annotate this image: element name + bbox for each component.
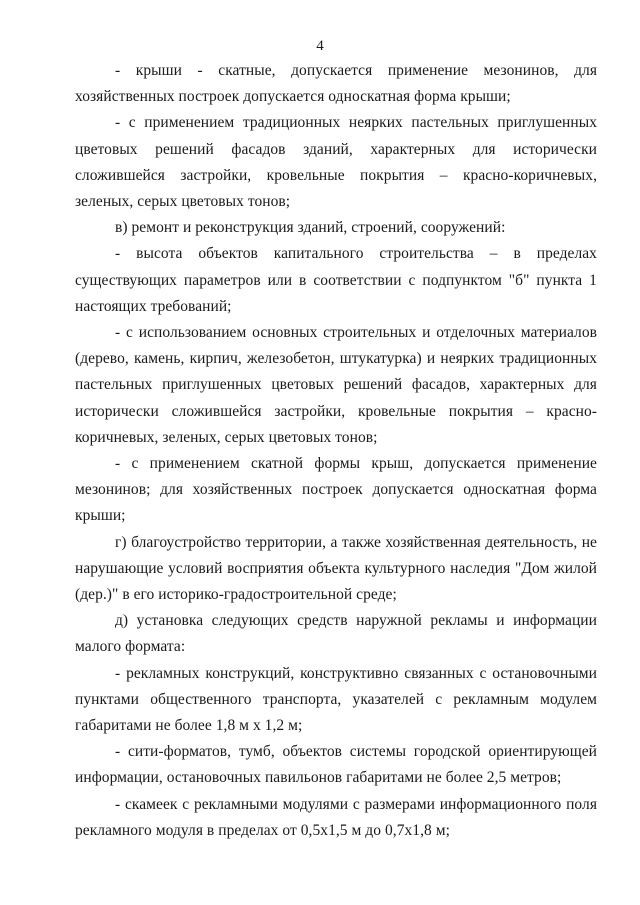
paragraph: - сити-форматов, тумб, объектов системы городской ориентирующей информации, остановочных павильонов габаритами не более 2,5 метров; bbox=[75, 743, 597, 787]
page-number: 4 bbox=[316, 38, 324, 54]
paragraph: д) установка следующих средств наружной рекламы и информации малого формата: bbox=[75, 612, 597, 656]
paragraph: - с использованием основных строительных и отделочных материалов (дерево, камень, кирпич, железобетон, штукатурка) и неярких традиционных пастельных приглушенных цветовых решений фасадов, характерных для исторически сложившейся застройки, кровельные покрытия – красно-коричневых, зеленых, серых цветовых тонов; bbox=[75, 324, 597, 446]
paragraph: - скамеек с рекламными модулями с размерами информационного поля рекламного модуля в пределах от 0,5х1,5 м до 0,7х1,8 м; bbox=[75, 795, 597, 839]
paragraph: г) благоустройство территории, а также хозяйственная деятельность, не нарушающие условий восприятия объекта культурного наследия "Дом жилой (дер.)" в его историко-градостроительной среде; bbox=[75, 533, 597, 604]
paragraph: - высота объектов капитального строительства – в пределах существующих параметров или в соответствии с подпунктом "б" пункта 1 настоящих требований; bbox=[75, 245, 597, 315]
paragraph: - крыши - скатные, допускается применение мезонинов, для хозяйственных построек допускается односкатная форма крыши; bbox=[75, 62, 597, 106]
paragraph: - с применением скатной формы крыш, допускается применение мезонинов; для хозяйственных построек допускается односкатная форма крыши; bbox=[75, 455, 597, 525]
paragraph: - с применением традиционных неярких пастельных приглушенных цветовых решений фасадов зданий, характерных для исторически сложившейся застройки, кровельные покрытия – красно-коричневых, зеленых, серых цветовых тонов; bbox=[75, 114, 597, 211]
document-body bbox=[75, 58, 597, 844]
paragraph: в) ремонт и реконструкция зданий, строений, сооружений: bbox=[115, 219, 506, 237]
paragraph: - рекламных конструкций, конструктивно связанных с остановочными пунктами общественного транспорта, указателей с рекламным модулем габаритами не более 1,8 м х 1,2 м; bbox=[75, 664, 597, 735]
